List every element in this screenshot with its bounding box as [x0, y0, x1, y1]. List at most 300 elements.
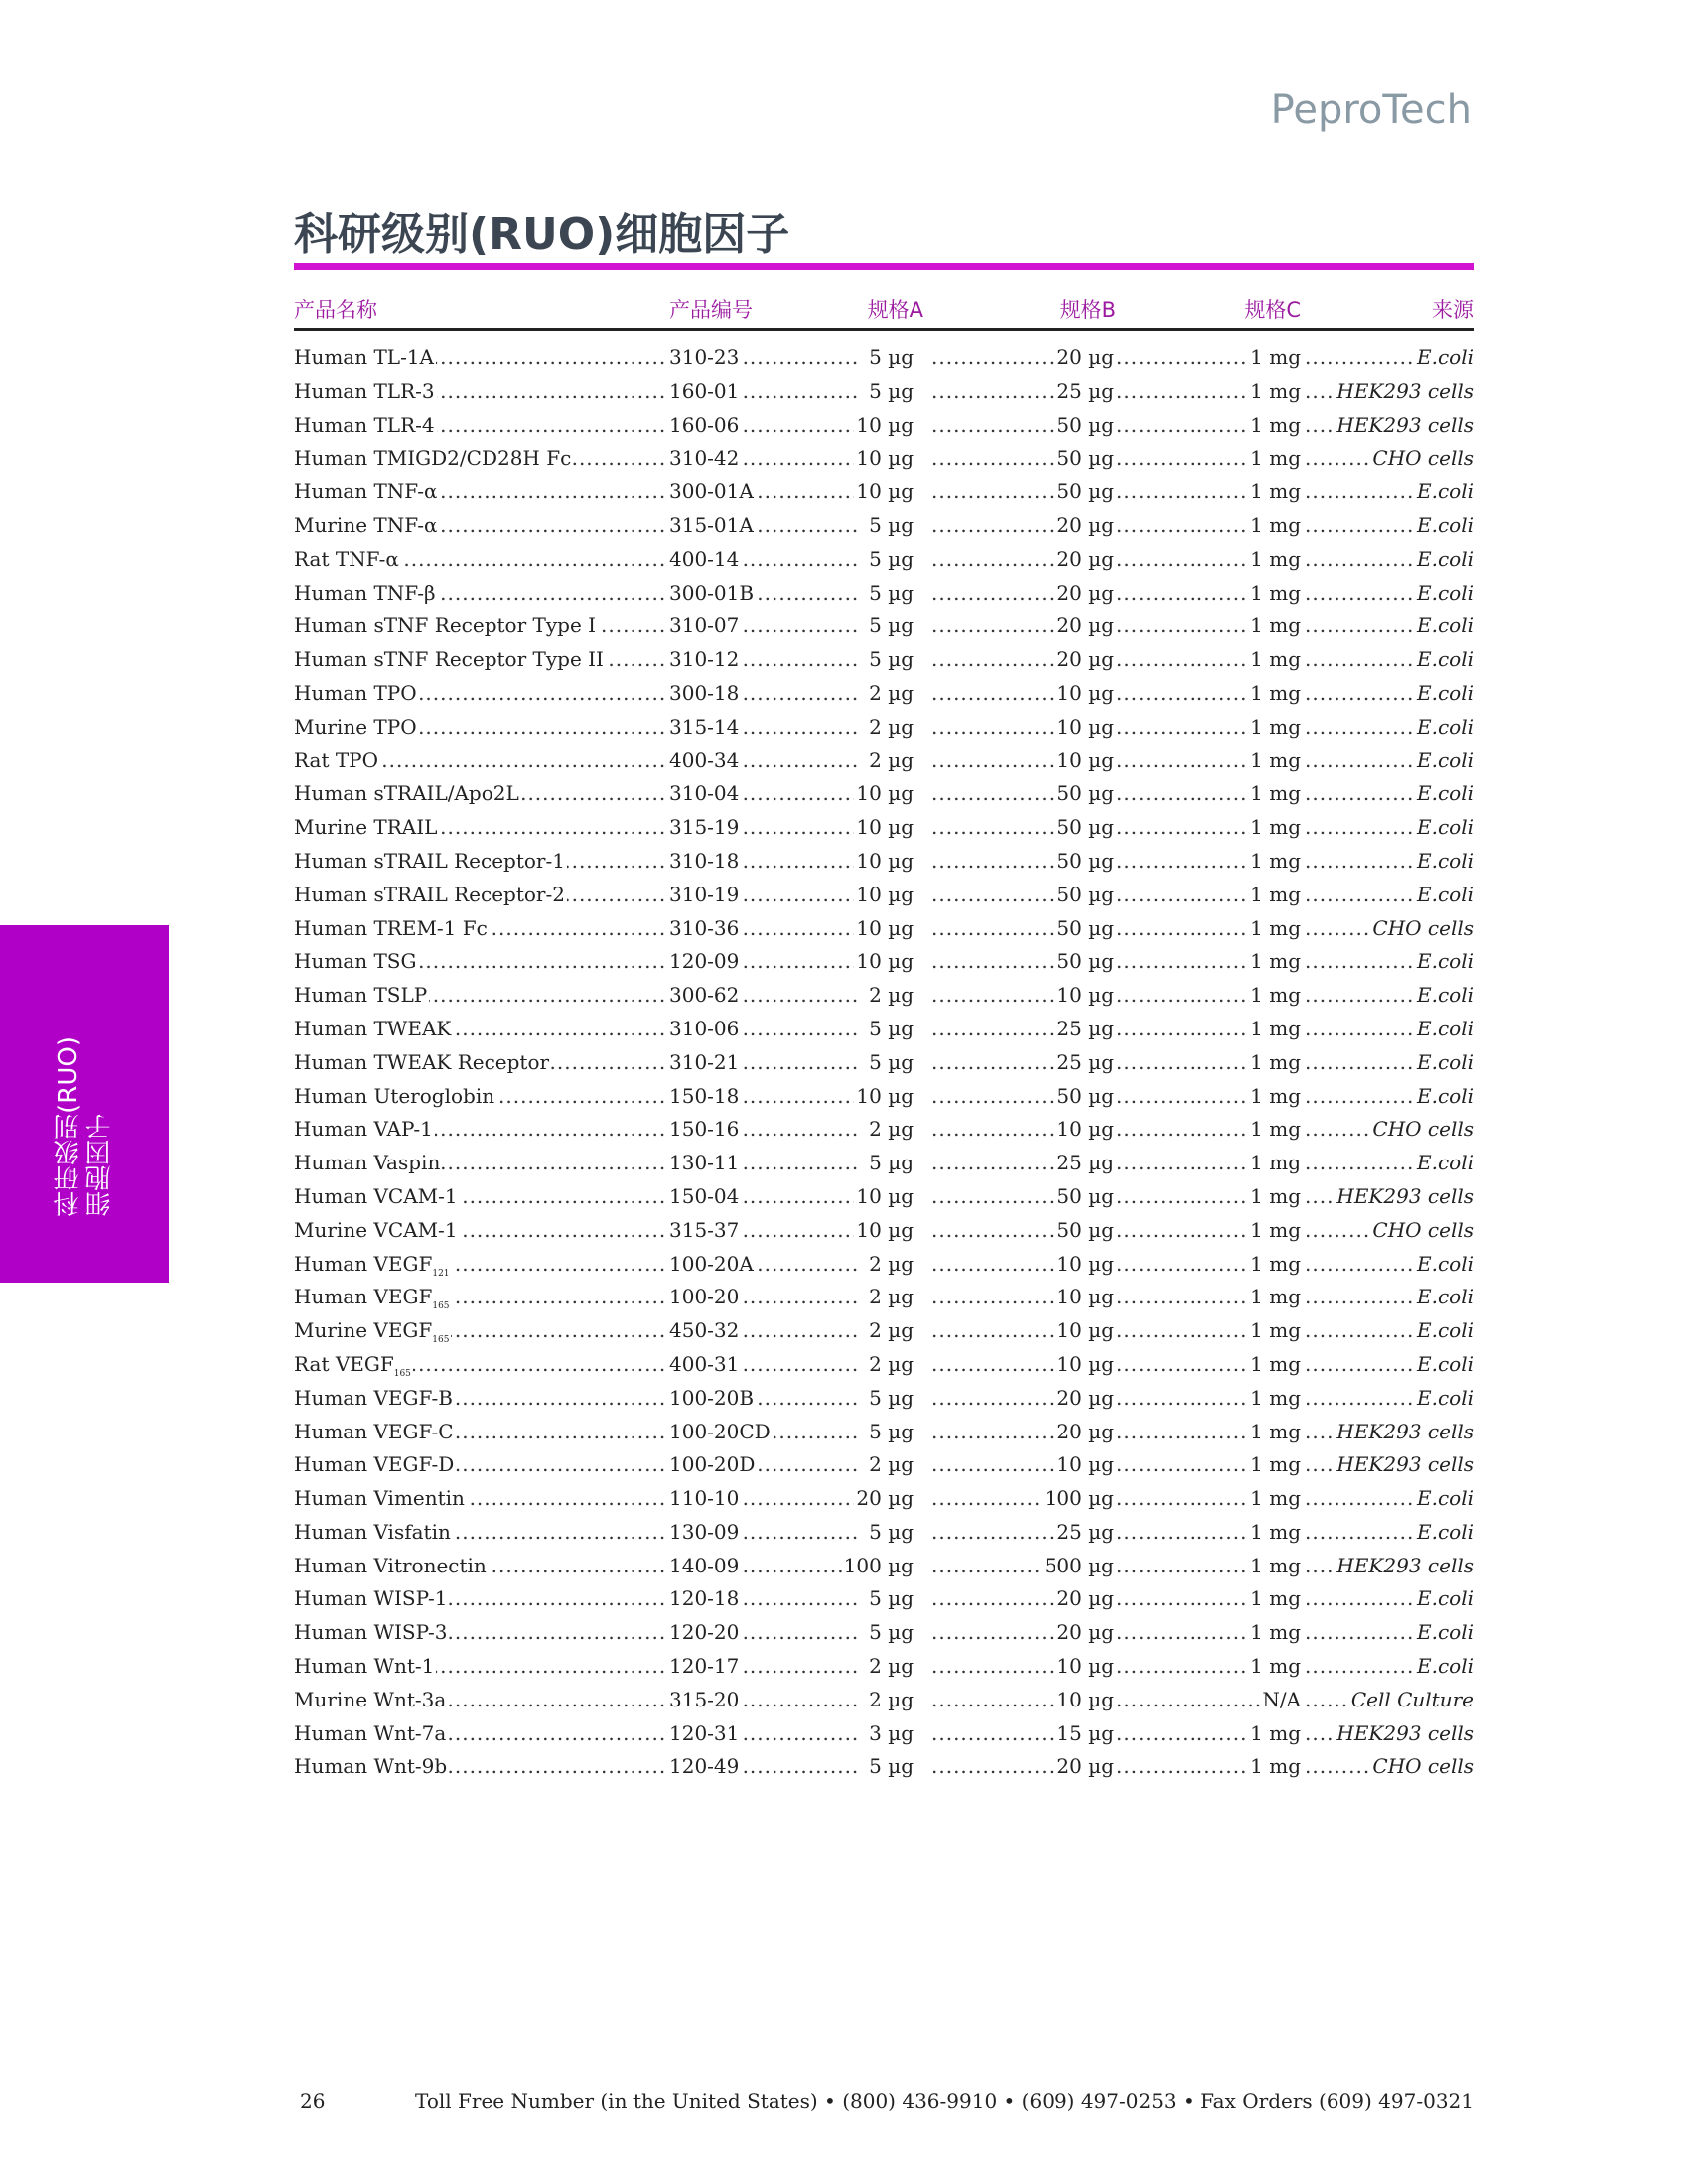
size-b: 15 µg	[1055, 1718, 1114, 1748]
size-b: 20 µg	[1055, 1583, 1114, 1613]
size-b: 10 µg	[1055, 1449, 1114, 1479]
source: HEK293 cells	[1335, 1449, 1474, 1479]
catalog-number: 160-01	[669, 376, 741, 406]
product-name-subscript: 121	[432, 1268, 450, 1279]
source: E.coli	[1415, 1349, 1474, 1379]
dot-leader	[931, 913, 1058, 943]
catalog-number: 315-37	[669, 1215, 741, 1245]
table-row	[294, 510, 1474, 544]
dot-leader	[931, 778, 1058, 808]
size-b: 100 µg	[1043, 1483, 1114, 1513]
size-c: 1 mg	[1248, 678, 1301, 708]
product-name: Human WISP-3	[294, 1617, 449, 1647]
product-name: Human TNF-β	[294, 578, 438, 608]
size-a: 10 µg	[854, 443, 914, 473]
source: CHO cells	[1370, 1751, 1474, 1781]
size-c: 1 mg	[1248, 1617, 1301, 1647]
table-row	[294, 1383, 1474, 1417]
size-c: 1 mg	[1248, 1551, 1301, 1580]
size-c: 1 mg	[1248, 1517, 1301, 1547]
product-name: Human sTRAIL Receptor-1	[294, 846, 567, 876]
size-a: 10 µg	[854, 1181, 914, 1211]
table-row	[294, 678, 1474, 712]
table-row	[294, 1114, 1474, 1148]
source: E.coli	[1415, 946, 1474, 976]
dot-leader	[1116, 1685, 1275, 1714]
table-row	[294, 812, 1474, 846]
product-name: Murine VCAM-1	[294, 1215, 460, 1245]
source: CHO cells	[1370, 1114, 1474, 1144]
dot-leader	[931, 1617, 1058, 1647]
size-b: 50 µg	[1055, 443, 1114, 473]
size-c: 1 mg	[1248, 778, 1301, 808]
product-name: Human TSLP	[294, 980, 429, 1010]
dot-leader	[931, 1148, 1058, 1177]
source: E.coli	[1415, 1483, 1474, 1513]
dot-leader	[931, 1215, 1058, 1245]
table-row	[294, 1517, 1474, 1551]
source: CHO cells	[1370, 913, 1474, 943]
size-b: 500 µg	[1043, 1551, 1114, 1580]
product-name: Human TREM-1 Fc	[294, 913, 490, 943]
section-side-tab	[0, 925, 169, 1283]
source: E.coli	[1415, 578, 1474, 608]
size-b: 25 µg	[1055, 1047, 1114, 1077]
size-a: 2 µg	[867, 1315, 914, 1345]
size-a: 2 µg	[867, 1651, 914, 1681]
dot-leader	[931, 410, 1058, 440]
dot-leader	[931, 1751, 1058, 1781]
size-c: 1 mg	[1248, 410, 1301, 440]
product-name: Human TWEAK Receptor	[294, 1047, 551, 1077]
product-name: Human $VEGF_{165}$	[294, 1282, 452, 1321]
table-row	[294, 477, 1474, 510]
size-b: 20 µg	[1055, 510, 1114, 540]
source: E.coli	[1415, 611, 1474, 640]
size-b: 50 µg	[1055, 846, 1114, 876]
size-b: 10 µg	[1055, 1315, 1114, 1345]
source: E.coli	[1415, 1014, 1474, 1043]
size-b: 10 µg	[1055, 712, 1114, 742]
size-c: 1 mg	[1248, 1349, 1301, 1379]
dot-leader	[931, 712, 1058, 742]
product-name: Human WISP-1	[294, 1583, 449, 1613]
size-a: 5 µg	[867, 1617, 914, 1647]
size-a: 5 µg	[867, 544, 914, 574]
size-b: 50 µg	[1055, 1181, 1114, 1211]
size-b: 50 µg	[1055, 1215, 1114, 1245]
size-b: 20 µg	[1055, 578, 1114, 608]
table-row	[294, 1349, 1474, 1383]
size-c: 1 mg	[1248, 946, 1301, 976]
catalog-number: 150-18	[669, 1081, 741, 1111]
dot-leader	[931, 1718, 1058, 1748]
product-name: Murine TNF-α	[294, 510, 439, 540]
size-c: 1 mg	[1248, 1081, 1301, 1111]
catalog-number: 300-18	[669, 678, 741, 708]
catalog-number: 300-01A	[669, 477, 756, 506]
page-number: 26	[300, 2089, 326, 2113]
catalog-number: 300-01B	[669, 578, 756, 608]
table-row	[294, 1081, 1474, 1115]
size-b: 20 µg	[1055, 1383, 1114, 1413]
catalog-number: 120-31	[669, 1718, 741, 1748]
dot-leader	[931, 443, 1058, 473]
source: E.coli	[1415, 980, 1474, 1010]
catalog-number: 310-42	[669, 443, 741, 473]
size-a: 2 µg	[867, 1282, 914, 1311]
dot-leader	[931, 1249, 1058, 1279]
product-name: Human Vimentin	[294, 1483, 467, 1513]
dot-leader	[931, 544, 1058, 574]
dot-leader	[931, 644, 1058, 674]
size-a: 2 µg	[867, 678, 914, 708]
product-name: Human Uteroglobin	[294, 1081, 496, 1111]
catalog-number: 400-34	[669, 746, 741, 775]
header-source: 来源	[1432, 298, 1474, 322]
dot-leader	[931, 1651, 1058, 1681]
catalog-number: 140-09	[669, 1551, 741, 1580]
size-c: 1 mg	[1248, 1315, 1301, 1345]
source: E.coli	[1415, 678, 1474, 708]
table-row	[294, 1249, 1474, 1283]
size-c: 1 mg	[1248, 611, 1301, 640]
size-c: 1 mg	[1248, 1014, 1301, 1043]
dot-leader	[931, 578, 1058, 608]
size-b: 25 µg	[1055, 1148, 1114, 1177]
catalog-number: 150-16	[669, 1114, 741, 1144]
size-a: 20 µg	[854, 1483, 914, 1513]
source: E.coli	[1415, 1651, 1474, 1681]
table-row	[294, 1751, 1474, 1785]
size-a: 10 µg	[854, 913, 914, 943]
source: E.coli	[1415, 510, 1474, 540]
size-b: 10 µg	[1055, 1114, 1114, 1144]
source: E.coli	[1415, 644, 1474, 674]
catalog-number: 310-18	[669, 846, 741, 876]
size-b: 25 µg	[1055, 1014, 1114, 1043]
size-b: 50 µg	[1055, 880, 1114, 909]
product-name: Human TWEAK	[294, 1014, 453, 1043]
size-c: 1 mg	[1248, 880, 1301, 909]
size-b: 50 µg	[1055, 812, 1114, 842]
size-a: 2 µg	[867, 1449, 914, 1479]
table-row	[294, 1282, 1474, 1315]
size-c: 1 mg	[1248, 1148, 1301, 1177]
size-b: 20 µg	[1055, 1617, 1114, 1647]
product-name: Human sTNF Receptor Type I	[294, 611, 598, 640]
dot-leader	[931, 1081, 1058, 1111]
size-a: 2 µg	[867, 746, 914, 775]
catalog-number: 100-20A	[669, 1249, 756, 1279]
catalog-number: 130-11	[669, 1148, 741, 1177]
size-a: 10 µg	[854, 1215, 914, 1245]
header-product-name: 产品名称	[294, 298, 377, 322]
catalog-number: 310-12	[669, 644, 741, 674]
source: E.coli	[1415, 812, 1474, 842]
size-c: N/A	[1260, 1685, 1301, 1714]
size-a: 5 µg	[867, 644, 914, 674]
header-rule	[294, 328, 1474, 331]
product-name: Rat $VEGF_{165}$	[294, 1349, 413, 1389]
size-c: 1 mg	[1248, 1718, 1301, 1748]
size-a: 10 µg	[854, 946, 914, 976]
product-name: Human VEGF-B	[294, 1383, 455, 1413]
table-header	[294, 294, 1474, 324]
table-row	[294, 1718, 1474, 1752]
side-tab-line1: 科研级别(RUO)	[54, 1036, 83, 1217]
table-row	[294, 1181, 1474, 1215]
size-a: 5 µg	[867, 376, 914, 406]
source: E.coli	[1415, 342, 1474, 372]
table-row	[294, 1047, 1474, 1081]
table-row	[294, 1417, 1474, 1450]
catalog-number: 100-20B	[669, 1383, 756, 1413]
catalog-number: 310-07	[669, 611, 741, 640]
catalog-number: 300-62	[669, 980, 741, 1010]
size-c: 1 mg	[1248, 544, 1301, 574]
size-a: 5 µg	[867, 1583, 914, 1613]
size-b: 10 µg	[1055, 1685, 1114, 1714]
catalog-number: 120-18	[669, 1583, 741, 1613]
brand-logo: PeproTech	[1270, 87, 1472, 133]
table-row	[294, 611, 1474, 644]
product-name: Human Vitronectin	[294, 1551, 489, 1580]
table-row	[294, 980, 1474, 1014]
table-row	[294, 410, 1474, 444]
product-name: Human TL-1A	[294, 342, 436, 372]
dot-leader	[931, 1349, 1058, 1379]
size-c: 1 mg	[1248, 1583, 1301, 1613]
side-tab-text	[53, 1036, 116, 1217]
product-name: Human Vaspin	[294, 1148, 442, 1177]
product-name: Human Wnt-7a	[294, 1718, 448, 1748]
source: E.coli	[1415, 1282, 1474, 1311]
size-c: 1 mg	[1248, 1449, 1301, 1479]
table-row	[294, 1685, 1474, 1718]
table-row	[294, 1014, 1474, 1047]
source: E.coli	[1415, 1249, 1474, 1279]
table-row	[294, 913, 1474, 947]
size-b: 10 µg	[1055, 1249, 1114, 1279]
size-a: 2 µg	[867, 1249, 914, 1279]
size-b: 50 µg	[1055, 913, 1114, 943]
size-b: 10 µg	[1055, 746, 1114, 775]
title-rule	[294, 263, 1474, 270]
dot-leader	[931, 1551, 1058, 1580]
dot-leader	[931, 1014, 1058, 1043]
catalog-number: 315-20	[669, 1685, 741, 1714]
size-c: 1 mg	[1248, 443, 1301, 473]
table-row	[294, 1617, 1474, 1651]
table-row	[294, 880, 1474, 913]
size-a: 10 µg	[854, 846, 914, 876]
dot-leader	[931, 880, 1058, 909]
size-b: 10 µg	[1055, 980, 1114, 1010]
size-c: 1 mg	[1248, 846, 1301, 876]
size-c: 1 mg	[1248, 1282, 1301, 1311]
dot-leader	[931, 946, 1058, 976]
footer-contact: Toll Free Number (in the United States) • (800) 436-9910 • (609) 497-0253 • Fax Orders (609) 497-0321	[415, 2089, 1474, 2113]
size-a: 10 µg	[854, 778, 914, 808]
size-a: 10 µg	[854, 410, 914, 440]
dot-leader	[931, 1315, 1058, 1345]
catalog-number: 310-21	[669, 1047, 741, 1077]
table-row	[294, 578, 1474, 612]
catalog-number: 100-20D	[669, 1449, 757, 1479]
size-c: 1 mg	[1248, 644, 1301, 674]
product-name: Rat TPO	[294, 746, 380, 775]
dot-leader	[931, 1449, 1058, 1479]
size-a: 5 µg	[867, 1383, 914, 1413]
footer	[294, 2089, 1474, 2118]
product-name: Human Visfatin	[294, 1517, 453, 1547]
table-row	[294, 746, 1474, 779]
dot-leader	[931, 342, 1058, 372]
size-c: 1 mg	[1248, 1249, 1301, 1279]
size-a: 5 µg	[867, 1014, 914, 1043]
product-name-subscript: 165	[393, 1368, 411, 1379]
source: E.coli	[1415, 477, 1474, 506]
dot-leader	[931, 1417, 1058, 1446]
catalog-number: 110-10	[669, 1483, 741, 1513]
header-size-a: 规格A	[867, 298, 923, 322]
size-a: 5 µg	[867, 1417, 914, 1446]
source: CHO cells	[1370, 443, 1474, 473]
dot-leader	[931, 746, 1058, 775]
dot-leader	[931, 376, 1058, 406]
header-size-c: 规格C	[1244, 298, 1301, 322]
table-row	[294, 1449, 1474, 1483]
product-name: Human $VEGF_{121}$	[294, 1249, 452, 1289]
catalog-number: 310-04	[669, 778, 741, 808]
source: E.coli	[1415, 1081, 1474, 1111]
product-name: Murine TRAIL	[294, 812, 439, 842]
dot-leader	[931, 1685, 1058, 1714]
catalog-number: 315-19	[669, 812, 741, 842]
source: E.coli	[1415, 846, 1474, 876]
table-row	[294, 1148, 1474, 1181]
table-row	[294, 778, 1474, 812]
size-a: 5 µg	[867, 510, 914, 540]
table-row	[294, 1583, 1474, 1617]
table-row	[294, 712, 1474, 746]
size-a: 2 µg	[867, 1685, 914, 1714]
product-name: Human TPO	[294, 678, 419, 708]
catalog-number: 315-01A	[669, 510, 756, 540]
size-c: 1 mg	[1248, 578, 1301, 608]
source: HEK293 cells	[1335, 1718, 1474, 1748]
size-c: 1 mg	[1248, 1383, 1301, 1413]
table-row	[294, 376, 1474, 410]
product-name: Human TMIGD2/CD28H Fc	[294, 443, 573, 473]
product-name: Human TSG	[294, 946, 418, 976]
size-a: 5 µg	[867, 1751, 914, 1781]
product-name: Human TLR-3	[294, 376, 437, 406]
size-a: 5 µg	[867, 1148, 914, 1177]
catalog-number: 120-09	[669, 946, 741, 976]
size-b: 10 µg	[1055, 1349, 1114, 1379]
source: E.coli	[1415, 712, 1474, 742]
source: CHO cells	[1370, 1215, 1474, 1245]
catalog-number: 400-14	[669, 544, 741, 574]
size-c: 1 mg	[1248, 1651, 1301, 1681]
product-name: Rat TNF-α	[294, 544, 401, 574]
header-size-b: 规格B	[1059, 298, 1116, 322]
source: HEK293 cells	[1335, 1181, 1474, 1211]
size-a: 10 µg	[854, 1081, 914, 1111]
source: E.coli	[1415, 1617, 1474, 1647]
table-row	[294, 946, 1474, 980]
source: HEK293 cells	[1335, 1417, 1474, 1446]
size-a: 3 µg	[867, 1718, 914, 1748]
size-b: 50 µg	[1055, 778, 1114, 808]
size-a: 5 µg	[867, 1047, 914, 1077]
catalog-number: 100-20CD	[669, 1417, 773, 1446]
size-b: 50 µg	[1055, 946, 1114, 976]
source: HEK293 cells	[1335, 376, 1474, 406]
size-a: 2 µg	[867, 712, 914, 742]
source: E.coli	[1415, 1583, 1474, 1613]
product-name: Human sTRAIL/Apo2L	[294, 778, 521, 808]
size-b: 20 µg	[1055, 611, 1114, 640]
dot-leader	[931, 678, 1058, 708]
source: E.coli	[1415, 1383, 1474, 1413]
size-a: 10 µg	[854, 880, 914, 909]
product-name: Human VEGF-D	[294, 1449, 456, 1479]
side-tab-line2: 细胞因子	[85, 1113, 115, 1217]
dot-leader	[931, 1282, 1058, 1311]
source: E.coli	[1415, 544, 1474, 574]
product-name: Human Wnt-1	[294, 1651, 436, 1681]
table-row	[294, 1215, 1474, 1249]
size-b: 25 µg	[1055, 1517, 1114, 1547]
catalog-number: 160-06	[669, 410, 741, 440]
size-b: 50 µg	[1055, 477, 1114, 506]
dot-leader	[931, 846, 1058, 876]
product-name: Human Wnt-9b	[294, 1751, 449, 1781]
source: E.coli	[1415, 778, 1474, 808]
size-b: 10 µg	[1055, 678, 1114, 708]
size-a: 5 µg	[867, 342, 914, 372]
catalog-number: 120-20	[669, 1617, 741, 1647]
table-row	[294, 1551, 1474, 1584]
dot-leader	[931, 1583, 1058, 1613]
size-c: 1 mg	[1248, 1215, 1301, 1245]
header-catalog-number: 产品编号	[669, 298, 753, 322]
size-b: 10 µg	[1055, 1282, 1114, 1311]
source: E.coli	[1415, 746, 1474, 775]
product-name: Human TLR-4	[294, 410, 437, 440]
size-b: 10 µg	[1055, 1651, 1114, 1681]
source: E.coli	[1415, 1148, 1474, 1177]
size-c: 1 mg	[1248, 477, 1301, 506]
source: E.coli	[1415, 1047, 1474, 1077]
size-a: 5 µg	[867, 578, 914, 608]
dot-leader	[931, 477, 1058, 506]
product-name: Human VEGF-C	[294, 1417, 456, 1446]
source: E.coli	[1415, 1517, 1474, 1547]
catalog-number: 310-36	[669, 913, 741, 943]
size-a: 10 µg	[854, 812, 914, 842]
dot-leader	[931, 1517, 1058, 1547]
size-b: 20 µg	[1055, 1751, 1114, 1781]
product-name: Human sTNF Receptor Type II	[294, 644, 606, 674]
size-a: 2 µg	[867, 980, 914, 1010]
size-b: 20 µg	[1055, 644, 1114, 674]
size-c: 1 mg	[1248, 342, 1301, 372]
catalog-number: 315-14	[669, 712, 741, 742]
